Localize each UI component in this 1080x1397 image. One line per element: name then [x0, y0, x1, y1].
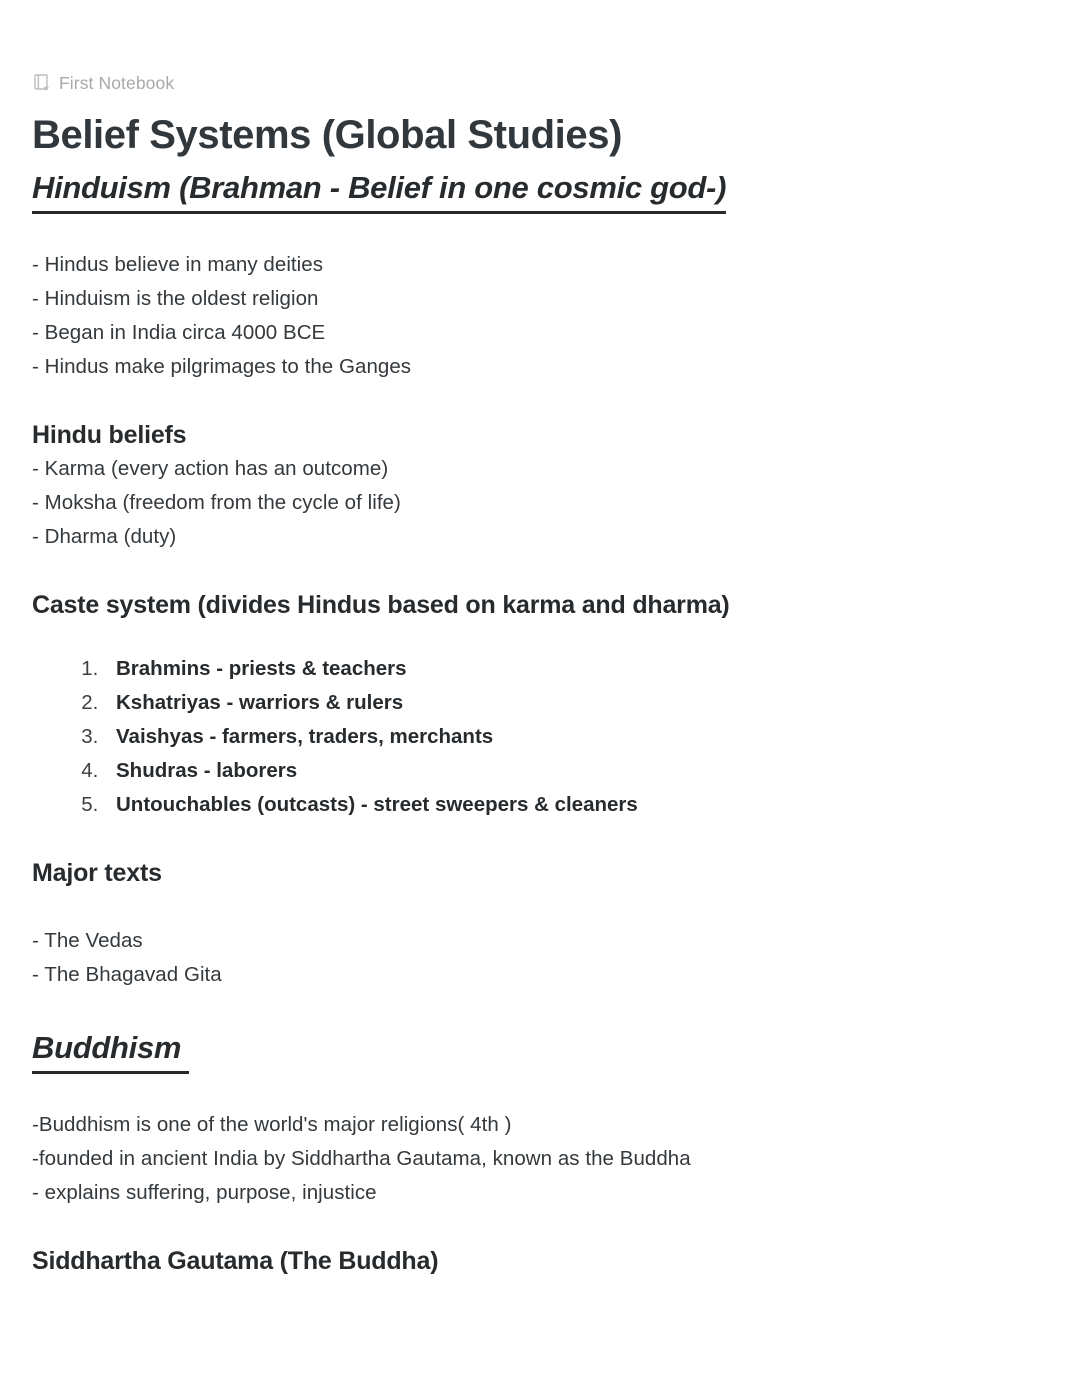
- notebook-star-icon: [34, 74, 51, 92]
- spacer: [32, 1074, 1040, 1108]
- section-heading-hinduism[interactable]: [32, 166, 1040, 214]
- buddhism-intro-line-3[interactable]: - explains suffering, purpose, injustice: [32, 1181, 377, 1204]
- hindu-beliefs-line-3[interactable]: - Dharma (duty): [32, 525, 177, 548]
- caste-system-list: [32, 652, 1040, 822]
- list-item[interactable]: [104, 686, 1040, 720]
- hinduism-intro-line-3[interactable]: - Began in India circa 4000 BCE: [32, 321, 326, 344]
- breadcrumb[interactable]: [34, 72, 1040, 94]
- section-heading-buddhism-text: Buddhism: [32, 1026, 189, 1074]
- list-item[interactable]: [104, 652, 1040, 686]
- hinduism-intro-line-1[interactable]: - Hindus believe in many deities: [32, 253, 324, 276]
- major-texts-line-1[interactable]: - The Vedas: [32, 929, 143, 952]
- subheading-major-texts[interactable]: Major texts: [32, 859, 162, 887]
- list-item[interactable]: [104, 720, 1040, 754]
- buddhism-intro-line-2[interactable]: -founded in ancient India by Siddhartha Gautama, known as the Buddha: [32, 1147, 691, 1170]
- spacer: [32, 384, 1040, 418]
- spacer: [32, 554, 1040, 588]
- section-heading-hinduism-text: Hinduism (Brahman - Belief in one cosmic god-): [32, 166, 726, 214]
- list-item[interactable]: [104, 754, 1040, 788]
- page-title[interactable]: Belief Systems (Global Studies): [32, 113, 622, 157]
- major-texts-line-2[interactable]: - The Bhagavad Gita: [32, 963, 222, 986]
- list-item-label: Kshatriyas - warriors & rulers: [116, 691, 404, 714]
- spacer: [32, 622, 1040, 652]
- hindu-beliefs-line-1[interactable]: - Karma (every action has an outcome): [32, 457, 389, 480]
- subheading-caste-system[interactable]: Caste system (divides Hindus based on karma and dharma): [32, 591, 730, 619]
- section-heading-buddhism[interactable]: [32, 1026, 1040, 1074]
- hindu-beliefs-line-2[interactable]: - Moksha (freedom from the cycle of life): [32, 491, 401, 514]
- list-item-label: Untouchables (outcasts) - street sweepers & cleaners: [116, 793, 638, 816]
- spacer: [32, 890, 1040, 924]
- list-item[interactable]: [104, 788, 1040, 822]
- spacer: [32, 1210, 1040, 1244]
- list-item-label: Brahmins - priests & teachers: [116, 657, 407, 680]
- spacer: [32, 214, 1040, 248]
- spacer: [32, 992, 1040, 1026]
- list-item-label: Shudras - laborers: [116, 759, 298, 782]
- buddhism-intro-line-1[interactable]: -Buddhism is one of the world's major religions( 4th ): [32, 1113, 512, 1136]
- subheading-siddhartha-gautama[interactable]: Siddhartha Gautama (The Buddha): [32, 1247, 439, 1275]
- breadcrumb-label: First Notebook: [59, 73, 175, 93]
- hinduism-intro-line-4[interactable]: - Hindus make pilgrimages to the Ganges: [32, 355, 412, 378]
- list-item-label: Vaishyas - farmers, traders, merchants: [116, 725, 494, 748]
- hinduism-intro-line-2[interactable]: - Hinduism is the oldest religion: [32, 287, 319, 310]
- subheading-hindu-beliefs[interactable]: Hindu beliefs: [32, 421, 187, 449]
- spacer: [32, 822, 1040, 856]
